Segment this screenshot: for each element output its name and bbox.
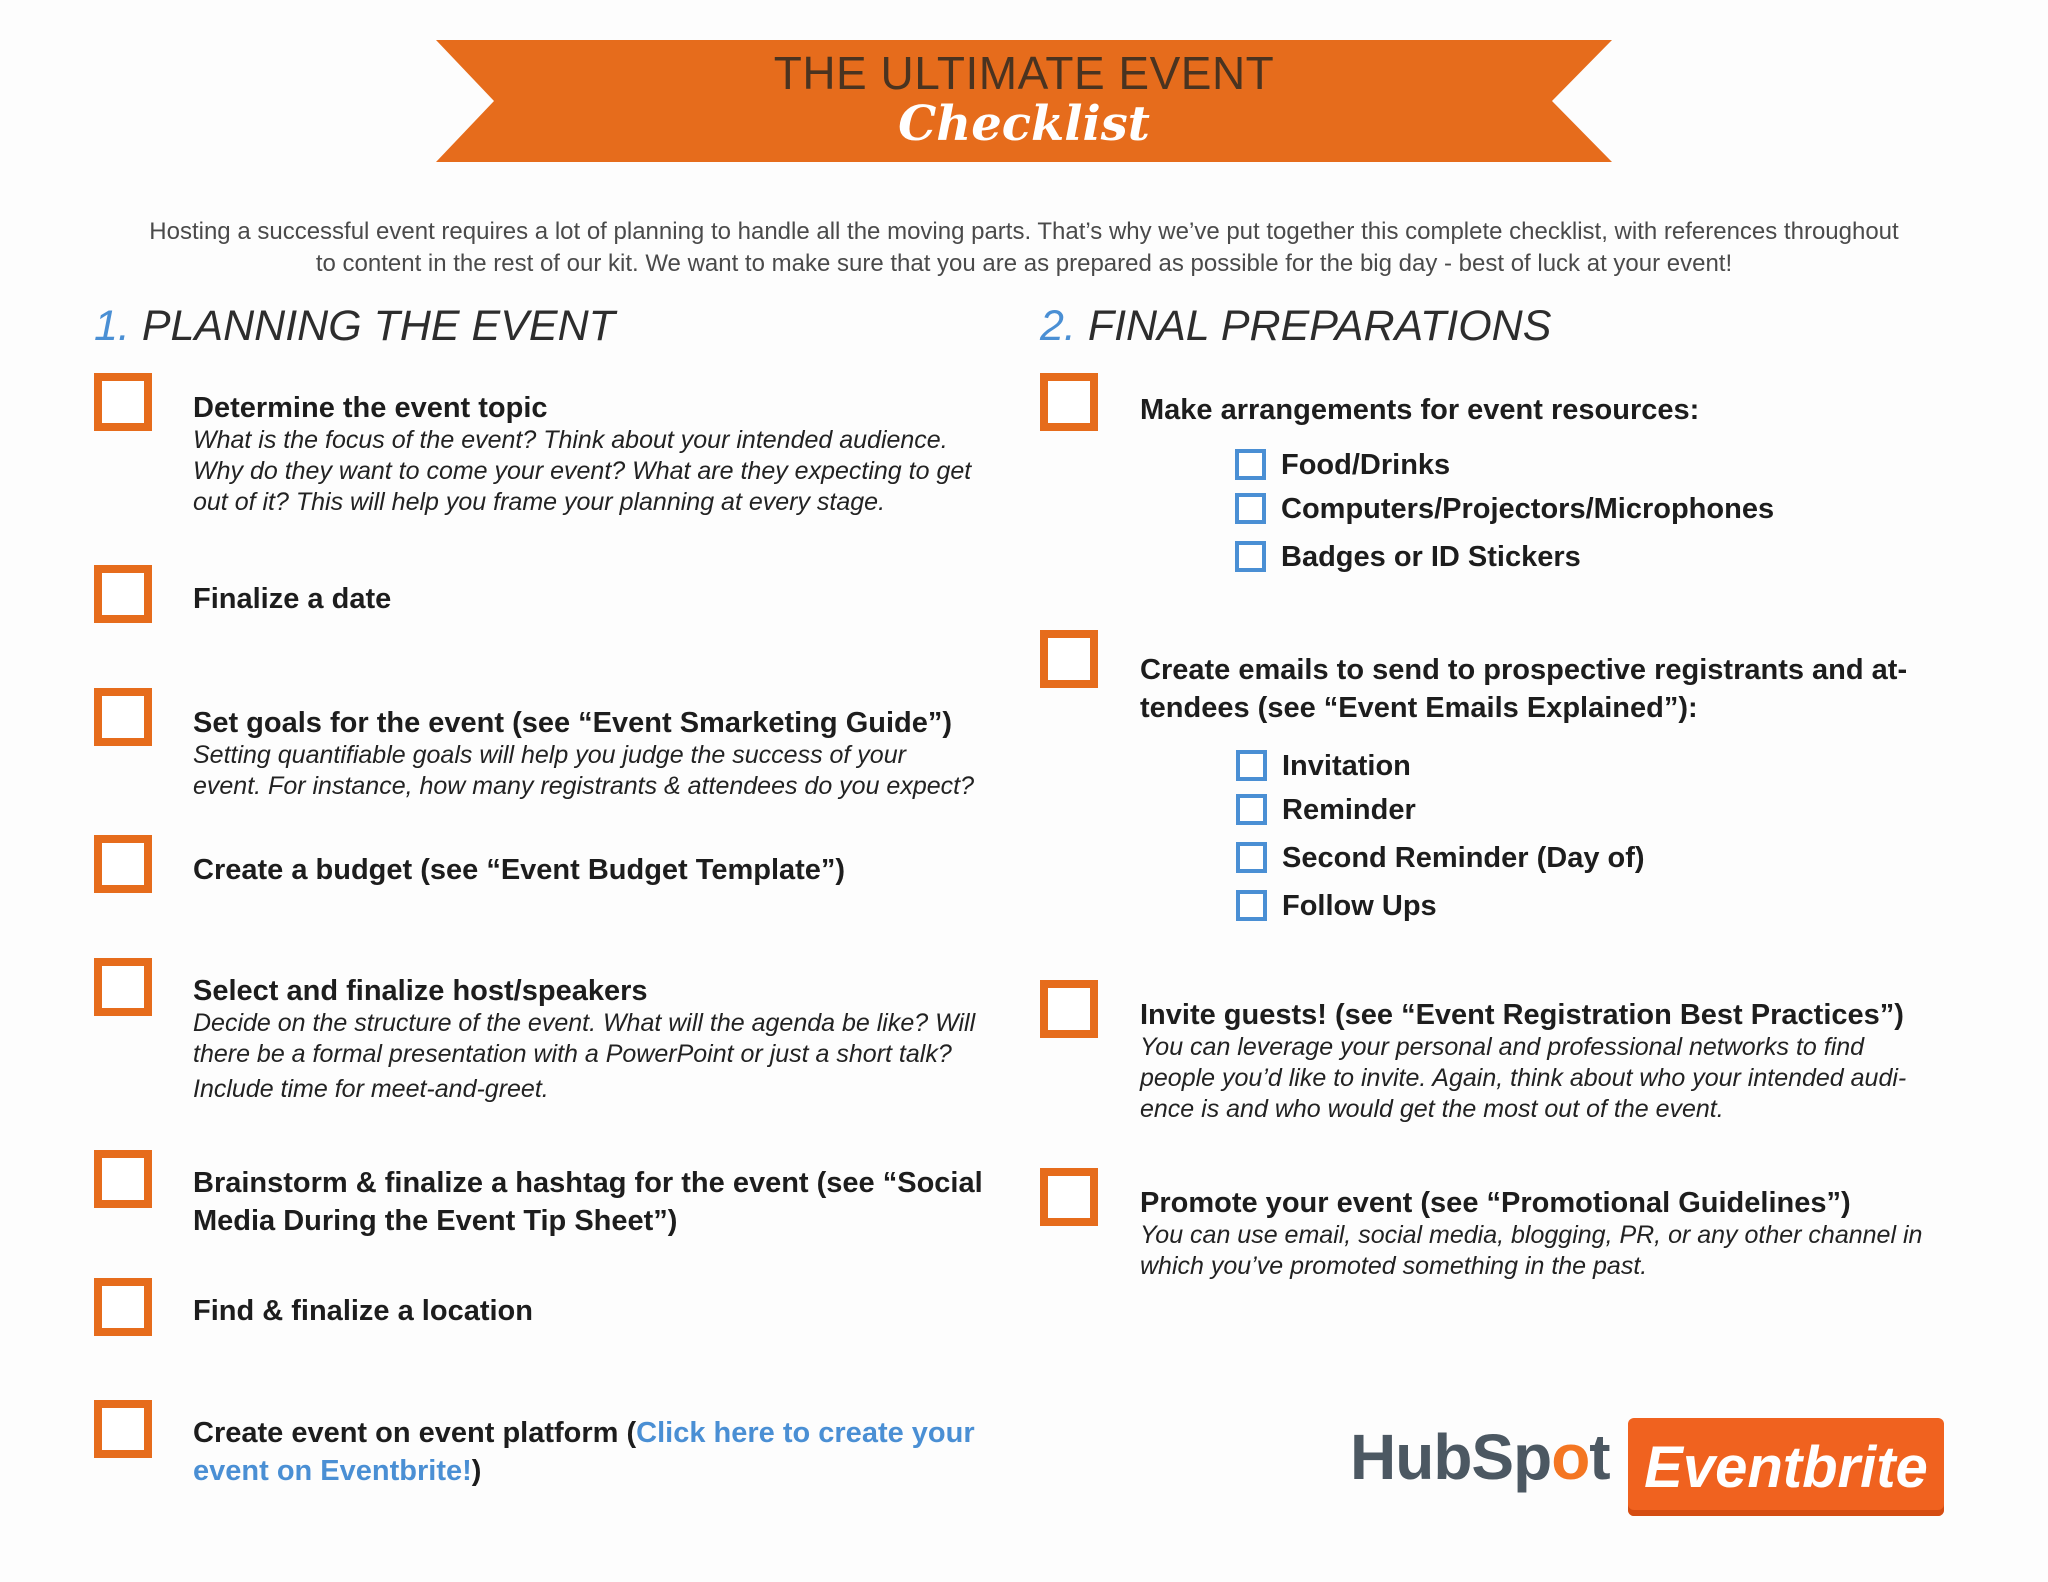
checkbox-determine-topic[interactable]: [94, 373, 152, 431]
section-final-preparations-heading: [1040, 302, 1551, 351]
desc-line: which you’ve promoted something in the past.: [1140, 1252, 1648, 1280]
sub-item-label: Second Reminder (Day of): [1282, 842, 1645, 874]
item-title: Promote your event (see “Promotional Guidelines”): [1140, 1187, 1851, 1219]
intro-paragraph: [100, 216, 1948, 280]
desc-line: You can use email, social media, blogging, PR, or any other channel in: [1140, 1221, 1923, 1249]
subcheckbox-second-reminder[interactable]: [1236, 842, 1267, 873]
item-description: [1140, 1220, 1922, 1282]
title-suffix: ): [471, 1455, 482, 1487]
intro-line: to content in the rest of our kit. We want to make sure that you are as prepared as possible for the big day - best of luck at your event!: [315, 250, 1733, 277]
banner-subtitle: Checklist: [898, 96, 1150, 152]
checkbox-hashtag[interactable]: [94, 1150, 152, 1208]
title-line: [193, 1452, 975, 1490]
item-title: Find & finalize a location: [193, 1295, 533, 1327]
desc-line: Decide on the structure of the event. What will the agenda be like? Will: [193, 1009, 976, 1037]
sub-item-label: Computers/Projectors/Microphones: [1281, 493, 1775, 525]
item-title: Set goals for the event (see “Event Smarketing Guide”): [193, 707, 953, 739]
item-title: Determine the event topic: [193, 392, 548, 424]
intro-line: Hosting a successful event requires a lot of planning to handle all the moving parts. That’s why we’ve put together this complete checklist, with references throughout: [149, 218, 1899, 245]
subcheckbox-food-drinks[interactable]: [1235, 449, 1266, 480]
item-description: [193, 425, 971, 518]
subcheckbox-computers[interactable]: [1235, 493, 1266, 524]
desc-line: there be a formal presentation with a PowerPoint or just a short talk?: [193, 1040, 952, 1068]
eventbrite-logo: Eventbrite: [1628, 1418, 1944, 1516]
section-title: FINAL PREPARATIONS: [1087, 302, 1552, 350]
subcheckbox-badges[interactable]: [1235, 541, 1266, 572]
section-number: 1.: [94, 302, 130, 350]
desc-line: out of it? This will help you frame your planning at every stage.: [193, 488, 886, 516]
desc-line: event. For instance, how many registrants & attendees do you expect?: [193, 772, 974, 800]
item-title: Make arrangements for event resources:: [1140, 394, 1700, 426]
checkbox-promote-event[interactable]: [1040, 1168, 1098, 1226]
subcheckbox-invitation[interactable]: [1236, 750, 1267, 781]
checkbox-host-speakers[interactable]: [94, 958, 152, 1016]
eventbrite-link[interactable]: Click here to create your: [636, 1417, 975, 1449]
item-title: Create a budget (see “Event Budget Template”): [193, 854, 846, 886]
hubspot-logo: HubSpot: [1350, 1421, 1610, 1493]
section-planning-heading: [94, 302, 615, 351]
checkbox-set-goals[interactable]: [94, 688, 152, 746]
checkbox-create-emails[interactable]: [1040, 630, 1098, 688]
desc-line: Setting quantifiable goals will help you judge the success of your: [193, 741, 906, 769]
item-description: [193, 740, 974, 802]
title-line: Create emails to send to prospective registrants and at-: [1140, 654, 1908, 686]
checkbox-finalize-date[interactable]: [94, 565, 152, 623]
item-title: Select and finalize host/speakers: [193, 975, 648, 1007]
subcheckbox-reminder[interactable]: [1236, 794, 1267, 825]
title-line: tendees (see “Event Emails Explained”):: [1140, 692, 1698, 724]
checkbox-invite-guests[interactable]: [1040, 980, 1098, 1038]
banner-title: THE ULTIMATE EVENT: [773, 47, 1275, 99]
desc-line: Why do they want to come your event? What are they expecting to get: [193, 457, 972, 485]
desc-line: ence is and who would get the most out of the event.: [1140, 1095, 1724, 1123]
item-title: [1140, 651, 1907, 727]
desc-line: Include time for meet-and-greet.: [193, 1075, 549, 1103]
title-line: Media During the Event Tip Sheet”): [193, 1205, 678, 1237]
section-number: 2.: [1040, 302, 1076, 350]
title-line: [193, 1414, 975, 1452]
item-description: [1140, 1032, 1906, 1125]
desc-line: You can leverage your personal and professional networks to find: [1140, 1033, 1865, 1061]
desc-line: What is the focus of the event? Think about your intended audience.: [193, 426, 948, 454]
sub-item-label: Invitation: [1282, 750, 1411, 782]
item-title: Invite guests! (see “Event Registration Best Practices”): [1140, 999, 1904, 1031]
checkbox-event-platform[interactable]: [94, 1400, 152, 1458]
checkbox-create-budget[interactable]: [94, 835, 152, 893]
title-banner: [436, 40, 1612, 162]
sub-item-label: Badges or ID Stickers: [1281, 541, 1581, 573]
item-description: [193, 1008, 975, 1105]
sub-item-label: Food/Drinks: [1281, 449, 1451, 481]
title-line: Brainstorm & finalize a hashtag for the event (see “Social: [193, 1167, 983, 1199]
title-prefix: Create event on event platform (: [193, 1417, 637, 1449]
item-title: [193, 1414, 975, 1490]
item-title: [193, 1164, 983, 1240]
checkbox-event-resources[interactable]: [1040, 373, 1098, 431]
section-title: PLANNING THE EVENT: [141, 302, 615, 350]
desc-line: people you’d like to invite. Again, think about who your intended audi-: [1140, 1064, 1907, 1092]
checkbox-location[interactable]: [94, 1278, 152, 1336]
subcheckbox-follow-ups[interactable]: [1236, 890, 1267, 921]
sub-item-label: Follow Ups: [1282, 890, 1437, 922]
eventbrite-link[interactable]: event on Eventbrite!: [193, 1455, 472, 1487]
sub-item-label: Reminder: [1282, 794, 1416, 826]
item-title: Finalize a date: [193, 583, 392, 615]
